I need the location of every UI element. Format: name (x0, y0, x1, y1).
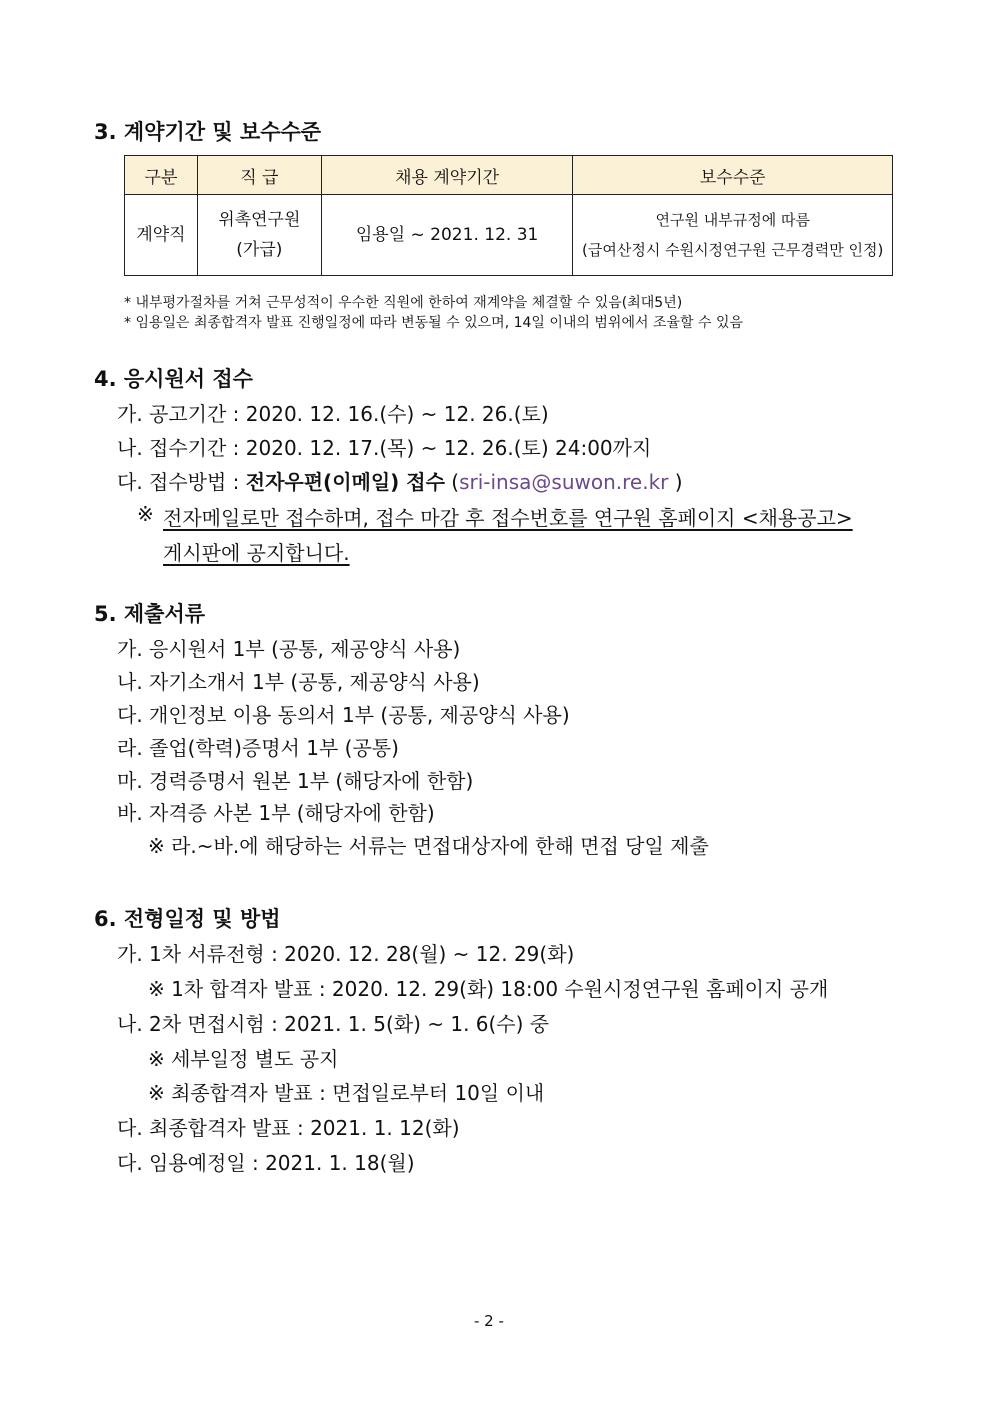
email-link[interactable]: sri-insa@suwon.re.kr (459, 470, 669, 494)
section3-title: 3. 계약기간 및 보수수준 (94, 120, 322, 144)
section5-item-5: 마. 경력증명서 원본 1부 (해당자에 한함) (117, 769, 474, 793)
cell-pay-line1: 연구원 내부규정에 따름 (655, 211, 810, 229)
cell-rank-line1: 위촉연구원 (218, 210, 301, 230)
table-row (125, 195, 893, 276)
section5-note: ※ 라.~바.에 해당하는 서류는 면접대상자에 한해 면접 당일 제출 (148, 834, 709, 858)
item3-open: ( (444, 470, 460, 494)
section6-item-2: 나. 2차 면접시험 : 2021. 1. 5(화) ~ 1. 6(수) 중 (117, 1012, 550, 1036)
cell-rank (197, 195, 321, 276)
section6-item-2-note-2: ※ 최종합격자 발표 : 면접일로부터 10일 이내 (148, 1081, 545, 1105)
header-type: 구분 (125, 156, 198, 195)
section4-item-2: 나. 접수기간 : 2020. 12. 17.(목) ~ 12. 26.(토) 24:00까지 (117, 436, 652, 460)
cell-rank-line2: (가급) (236, 240, 283, 260)
section5-item-1: 가. 응시원서 1부 (공통, 제공양식 사용) (117, 637, 461, 661)
section3-note-1: * 내부평가절차를 거쳐 근무성적이 우수한 직원에 한하여 재계약을 체결할 수 있음(최대5년) (124, 295, 683, 311)
section6-title: 6. 전형일정 및 방법 (94, 907, 281, 931)
page-number: - 2 - (474, 1312, 504, 1330)
header-rank: 직 급 (197, 156, 321, 195)
section5-item-6: 바. 자격증 사본 1부 (해당자에 한함) (117, 801, 435, 825)
section5-item-2: 나. 자기소개서 1부 (공통, 제공양식 사용) (117, 670, 480, 694)
cell-period: 임용일 ~ 2021. 12. 31 (321, 195, 573, 276)
section4-title: 4. 응시원서 접수 (94, 367, 253, 391)
cell-pay-line2: (급여산정시 수원시정연구원 근무경력만 인정) (582, 241, 884, 259)
section4-item-3 (117, 466, 683, 495)
item3-method: 전자우편(이메일) 접수 (245, 470, 445, 494)
item3-prefix: 다. 접수방법 : (117, 470, 246, 494)
section6-item-2-note-1: ※ 세부일정 별도 공지 (148, 1047, 339, 1071)
note-mark: ※ (137, 502, 154, 526)
section4-note-line-1: 전자메일로만 접수하며, 접수 마감 후 접수번호를 연구원 홈페이지 <채용공고> (163, 506, 853, 530)
cell-type: 계약직 (125, 195, 198, 276)
section4-item-1: 가. 공고기간 : 2020. 12. 16.(수) ~ 12. 26.(토) (117, 402, 549, 426)
section5-title: 5. 제출서류 (94, 602, 206, 626)
section6-item-1: 가. 1차 서류전형 : 2020. 12. 28(월) ~ 12. 29(화) (117, 942, 575, 966)
section3-note-2: * 임용일은 최종합격자 발표 진행일정에 따라 변동될 수 있으며, 14일 이내의 범위에서 조율할 수 있음 (124, 315, 744, 331)
table-header-row (125, 156, 893, 195)
cell-pay (573, 195, 893, 276)
header-pay: 보수수준 (573, 156, 893, 195)
section6-item-4: 다. 임용예정일 : 2021. 1. 18(월) (117, 1151, 415, 1175)
section6-item-1-note: ※ 1차 합격자 발표 : 2020. 12. 29(화) 18:00 수원시정연구원 홈페이지 공개 (148, 977, 829, 1001)
item3-close: ) (668, 470, 683, 494)
contract-table (124, 155, 893, 276)
header-period: 채용 계약기간 (321, 156, 573, 195)
section6-item-3: 다. 최종합격자 발표 : 2021. 1. 12(화) (117, 1116, 460, 1140)
section4-note-line-2: 게시판에 공지합니다. (163, 541, 350, 565)
section5-item-3: 다. 개인정보 이용 동의서 1부 (공통, 제공양식 사용) (117, 703, 570, 727)
section5-item-4: 라. 졸업(학력)증명서 1부 (공통) (117, 736, 399, 760)
